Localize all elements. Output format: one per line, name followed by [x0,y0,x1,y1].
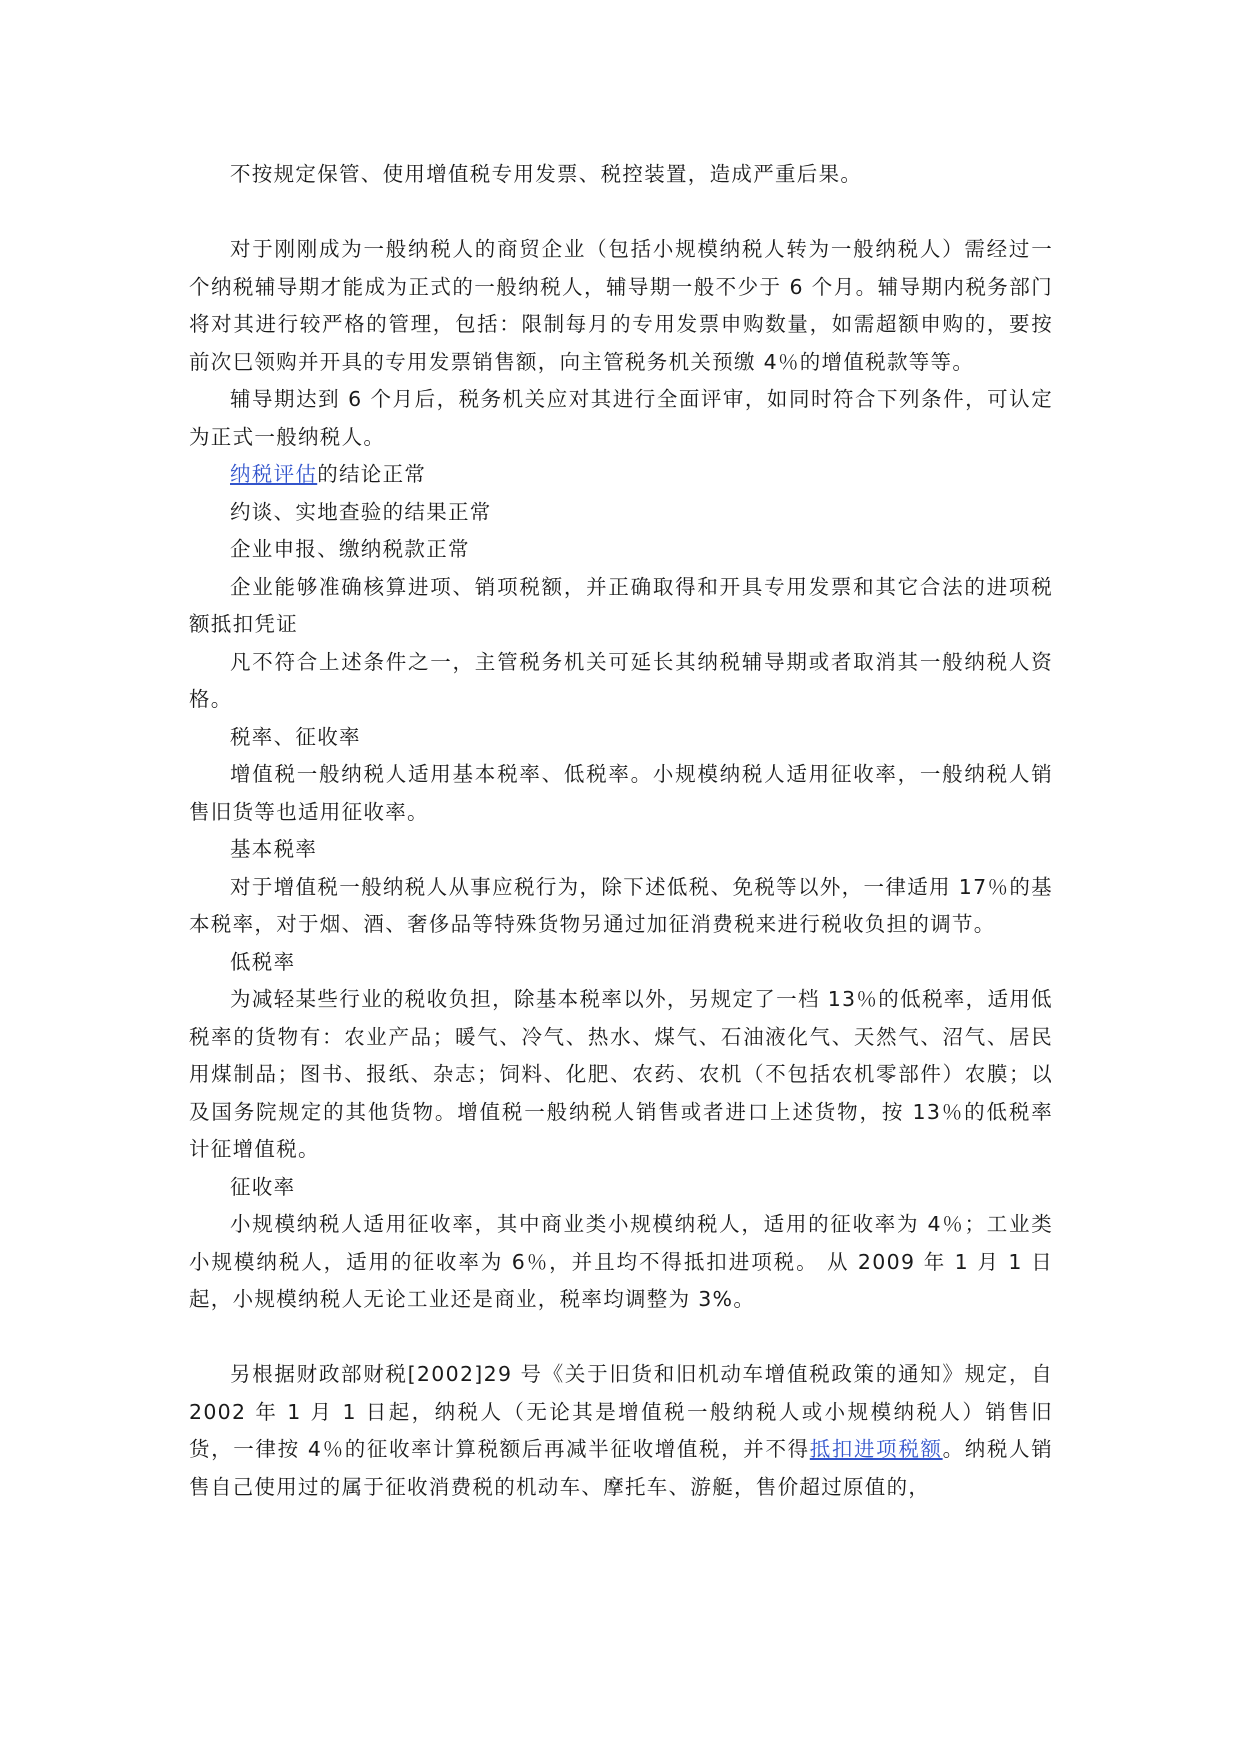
paragraph-condition-1 [189,456,1053,494]
heading-low-rate: 低税率 [230,949,296,974]
paragraph-guidance-period: 对于刚刚成为一般纳税人的商贸企业（包括小规模纳税人转为一般纳税人）需经过一个纳税辅导期才能成为正式的一般纳税人，辅导期一般不少于 6 个月。辅导期内税务部门将对其进行较严格的管理，包括：限制每月的专用发票申购数量，如需超额申购的，要按前次巳领购并开具的专用发票销售额，向主管税务机关预缴 4％的增值税款等等。 [189,237,1053,374]
paragraph-condition-2: 约谈、实地查验的结果正常 [230,499,492,524]
paragraph-low-rate: 为减轻某些行业的税收负担，除基本税率以外，另规定了一档 13％的低税率，适用低税率的货物有：农业产品；暖气、冷气、热水、煤气、石油液化气、天然气、沼气、居民用煤制品；图书、报纸、杂志；饲料、化肥、农药、农机（不包括农机零部件）农膜；以及国务院规定的其他货物。增值税一般纳税人销售或者进口上述货物，按 13％的低税率计征增值税。 [189,987,1053,1161]
used-goods-text-b: 。纳税人销售自己使用过的属于征收消费税的机动车、摩托车、游艇，售价超过原值的， [189,1437,1054,1499]
condition-1-text: 的结论正常 [317,462,427,486]
paragraph-extension: 凡不符合上述条件之一，主管税务机关可延长其纳税辅导期或者取消其一般纳税人资格。 [189,649,1053,711]
spacer [189,1319,1053,1357]
paragraph-condition-3: 企业申报、缴纳税款正常 [230,537,470,561]
heading-tax-rates: 税率、征收率 [230,724,361,749]
paragraph-review: 辅导期达到 6 个月后，税务机关应对其进行全面评审，如同时符合下列条件，可认定为正式一般纳税人。 [189,387,1053,449]
used-goods-text-a: 另根据财政部财税[2002]29 号《关于旧货和旧机动车增值税政策的通知》规定，自 2002 年 1 月 1 日起，纳税人（无论其是增值税一般纳税人或小规模纳税人）销售旧货，一律按 4％的征收率计算税额后再减半征收增值税，并不得 [189,1362,1053,1461]
heading-collection-rate: 征收率 [230,1174,296,1199]
paragraph-collection-rate: 小规模纳税人适用征收率，其中商业类小规模纳税人，适用的征收率为 4％；工业类小规模纳税人，适用的征收率为 6％，并且均不得抵扣进项税。 从 2009 年 1 月 1 日起，小规模纳税人无论工业还是商业，税率均调整为 3%。 [189,1212,1053,1311]
tax-assessment-link[interactable]: 纳税评估 [230,462,318,486]
paragraph-condition-4: 企业能够准确核算进项、销项税额，并正确取得和开具专用发票和其它合法的进项税额抵扣凭证 [189,574,1053,636]
paragraph-rates-overview: 增值税一般纳税人适用基本税率、低税率。小规模纳税人适用征收率，一般纳税人销售旧货等也适用征收率。 [189,762,1053,824]
document-body [189,156,1053,1506]
input-tax-deduction-link[interactable]: 抵扣进项税额 [809,1437,943,1461]
paragraph-basic-rate: 对于增值税一般纳税人从事应税行为，除下述低税、免税等以外，一律适用 17％的基本税率，对于烟、酒、奢侈品等特殊货物另通过加征消费税来进行税收负担的调节。 [189,874,1053,936]
heading-basic-rate: 基本税率 [230,837,318,861]
paragraph-invoice-misuse: 不按规定保管、使用增值税专用发票、税控装置，造成严重后果。 [230,162,863,186]
paragraph-used-goods [189,1356,1053,1506]
spacer [189,194,1053,232]
